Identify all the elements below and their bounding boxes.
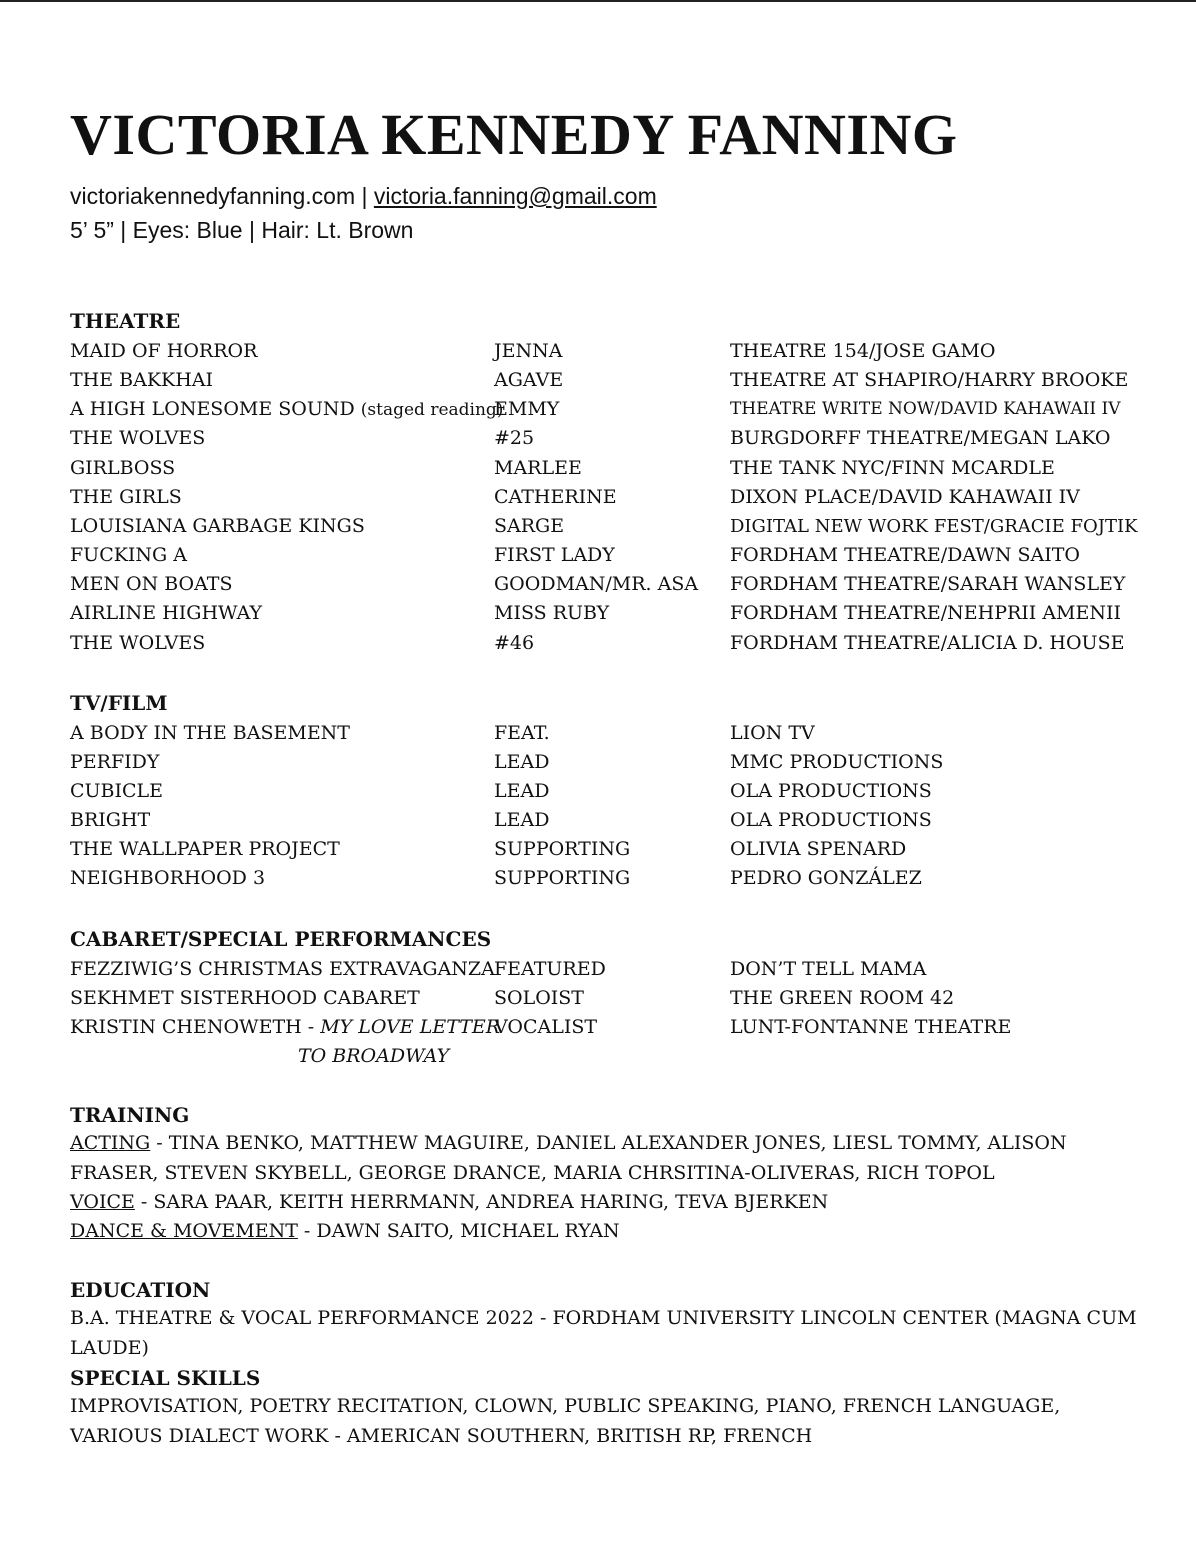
credit-role: #25 — [494, 427, 535, 449]
credit-company: LUNT-FONTANNE THEATRE — [730, 1016, 1012, 1038]
credit-company: BURGDORFF THEATRE/MEGAN LAKO — [730, 427, 1111, 449]
training-dance-text: - DAWN SAITO, MICHAEL RYAN — [297, 1220, 620, 1242]
section-title-training: TRAINING — [70, 1103, 190, 1127]
credit-company: DIXON PLACE/DAVID KAHAWAII IV — [730, 486, 1080, 508]
website-link[interactable]: victoriakennedyfanning.com — [70, 183, 356, 209]
credit-row — [0, 424, 1196, 453]
credit-role: LEAD — [494, 751, 550, 773]
credit-company: THE GREEN ROOM 42 — [730, 987, 955, 1009]
credit-show — [70, 1013, 500, 1042]
credit-show: FEZZIWIG’S CHRISTMAS EXTRAVAGANZA — [70, 958, 495, 980]
credit-role: LEAD — [494, 809, 550, 831]
credit-role: AGAVE — [494, 369, 564, 391]
credit-row — [0, 984, 1196, 1013]
credit-row — [0, 366, 1196, 395]
credit-show: SEKHMET SISTERHOOD CABARET — [70, 987, 420, 1009]
credit-company: THEATRE AT SHAPIRO/HARRY BROOKE — [730, 369, 1129, 391]
credit-company: OLIVIA SPENARD — [730, 838, 907, 860]
credit-role: VOCALIST — [494, 1016, 598, 1038]
credit-role: FEAT. — [494, 722, 550, 744]
credit-show: A BODY IN THE BASEMENT — [70, 722, 350, 744]
credit-role: CATHERINE — [494, 486, 617, 508]
training-acting — [70, 1129, 1150, 1188]
credit-row — [0, 395, 1196, 424]
page-title: VICTORIA KENNEDY FANNING — [70, 102, 958, 167]
section-title-education: EDUCATION — [70, 1278, 211, 1302]
training-acting-text: - TINA BENKO, MATTHEW MAGUIRE, DANIEL ALEXANDER JONES, LIESL TOMMY, ALISON FRASER, STEVEN SKYBELL, GEORGE DRANCE, MARIA CHRSITINA-OLIVERAS, RICH TOPOL — [70, 1132, 1067, 1184]
credit-role: SUPPORTING — [494, 838, 631, 860]
training-voice-label: VOICE — [70, 1191, 135, 1213]
credit-note: (staged reading) — [360, 400, 504, 420]
section-title-cabaret: CABARET/SPECIAL PERFORMANCES — [70, 927, 492, 951]
training-acting-label: ACTING — [70, 1132, 151, 1154]
credit-row — [0, 955, 1196, 984]
credit-show-italic: MY LOVE LETTER — [320, 1016, 501, 1038]
credit-show: FUCKING A — [70, 544, 187, 566]
credit-company: OLA PRODUCTIONS — [730, 809, 932, 831]
credit-show: THE WALLPAPER PROJECT — [70, 838, 340, 860]
credit-row — [0, 748, 1196, 777]
email-link[interactable]: victoria.fanning@gmail.com — [373, 183, 657, 209]
credit-company: FORDHAM THEATRE/DAWN SAITO — [730, 544, 1080, 566]
credit-company: FORDHAM THEATRE/ALICIA D. HOUSE — [730, 632, 1125, 654]
credit-role: SUPPORTING — [494, 867, 631, 889]
training-dance-label: DANCE & MOVEMENT — [70, 1220, 298, 1242]
contact-line — [70, 181, 657, 211]
credit-role: FIRST LADY — [494, 544, 615, 566]
credit-company: PEDRO GONZÁLEZ — [730, 867, 922, 889]
credit-row — [0, 1013, 1196, 1042]
credit-show: THE BAKKHAI — [70, 369, 214, 391]
credit-role: MISS RUBY — [494, 602, 610, 624]
credit-show: THE WOLVES — [70, 427, 206, 449]
credit-row — [0, 719, 1196, 748]
credit-row — [0, 777, 1196, 806]
credit-company: THEATRE 154/JOSE GAMO — [730, 340, 996, 362]
credit-row — [0, 512, 1196, 541]
credit-row — [0, 541, 1196, 570]
credit-row — [0, 454, 1196, 483]
section-title-theatre: THEATRE — [70, 309, 181, 333]
credit-company: DON’T TELL MAMA — [730, 958, 927, 980]
credit-show: THE WOLVES — [70, 632, 206, 654]
credit-company: FORDHAM THEATRE/SARAH WANSLEY — [730, 573, 1126, 595]
credit-show: MEN ON BOATS — [70, 573, 233, 595]
credit-role: SARGE — [494, 515, 565, 537]
credit-company: LION TV — [730, 722, 815, 744]
credit-company: OLA PRODUCTIONS — [730, 780, 932, 802]
credit-company: DIGITAL NEW WORK FEST/GRACIE FOJTIK — [730, 516, 1138, 537]
credit-role: #46 — [494, 632, 535, 654]
credit-show: THE GIRLS — [70, 486, 182, 508]
credit-row — [0, 483, 1196, 512]
credit-row — [0, 599, 1196, 628]
credit-show: LOUISIANA GARBAGE KINGS — [70, 515, 365, 537]
credit-show: CUBICLE — [70, 780, 164, 802]
credit-show: GIRLBOSS — [70, 457, 176, 479]
credit-row — [0, 629, 1196, 658]
credit-role: EMMY — [494, 398, 560, 420]
credit-row — [0, 835, 1196, 864]
credit-role: SOLOIST — [494, 987, 584, 1009]
credit-company: FORDHAM THEATRE/NEHPRII AMENII — [730, 602, 1122, 624]
stats-line: 5’ 5” | Eyes: Blue | Hair: Lt. Brown — [70, 217, 414, 243]
credit-company: MMC PRODUCTIONS — [730, 751, 944, 773]
credit-row — [0, 864, 1196, 893]
credit-row — [0, 570, 1196, 599]
credit-show-artist: KRISTIN CHENOWETH - — [70, 1016, 321, 1038]
credit-show-title: A HIGH LONESOME SOUND — [70, 398, 355, 420]
credit-company: THEATRE WRITE NOW/DAVID KAHAWAII IV — [730, 399, 1121, 419]
education-text: B.A. THEATRE & VOCAL PERFORMANCE 2022 - FORDHAM UNIVERSITY LINCOLN CENTER (MAGNA CUM LAUDE) — [70, 1307, 1137, 1359]
skills-text: IMPROVISATION, POETRY RECITATION, CLOWN, PUBLIC SPEAKING, PIANO, FRENCH LANGUAGE, VARIOUS DIALECT WORK - AMERICAN SOUTHERN, BRITISH RP, FRENCH — [70, 1395, 1061, 1447]
credit-company: THE TANK NYC/FINN MCARDLE — [730, 457, 1055, 479]
section-title-tvfilm: TV/FILM — [70, 691, 168, 715]
contact-separator: | — [355, 183, 374, 209]
credit-show: BRIGHT — [70, 809, 151, 831]
credit-row — [0, 337, 1196, 366]
credit-show: PERFIDY — [70, 751, 160, 773]
credit-role: FEATURED — [494, 958, 606, 980]
credit-role: MARLEE — [494, 457, 582, 479]
credit-show: MAID OF HORROR — [70, 340, 258, 362]
credit-role: LEAD — [494, 780, 550, 802]
credit-row-continued — [0, 1042, 1196, 1071]
credit-show: NEIGHBORHOOD 3 — [70, 867, 266, 889]
training-voice — [70, 1188, 1150, 1218]
training-dance — [70, 1217, 1150, 1247]
training-voice-text: - SARA PAAR, KEITH HERRMANN, ANDREA HARING, TEVA BJERKEN — [134, 1191, 829, 1213]
top-border — [0, 0, 1196, 2]
credit-role: GOODMAN/MR. ASA — [494, 573, 699, 595]
credit-show — [70, 395, 503, 425]
credit-row — [0, 806, 1196, 835]
section-title-skills: SPECIAL SKILLS — [70, 1366, 261, 1390]
credit-role: JENNA — [494, 340, 563, 362]
credit-show-italic-cont: TO BROADWAY — [298, 1045, 450, 1067]
credit-show: AIRLINE HIGHWAY — [70, 602, 263, 624]
